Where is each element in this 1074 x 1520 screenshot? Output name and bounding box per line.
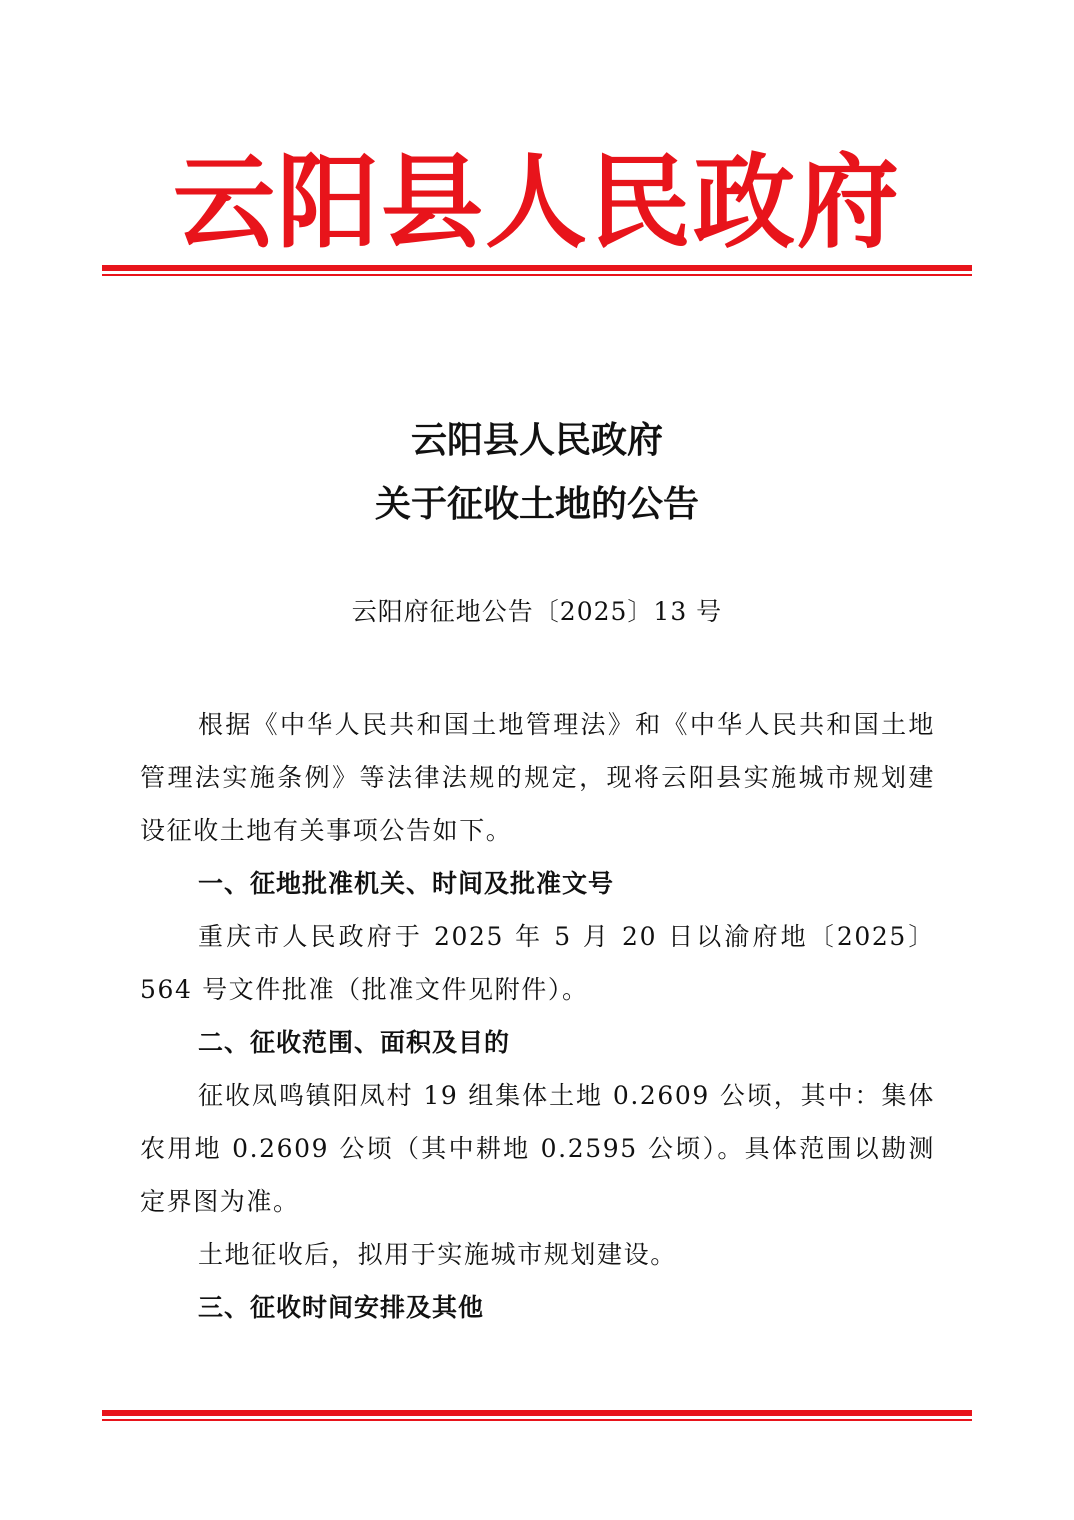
notice-title-issuer: 云阳县人民政府	[410, 419, 663, 461]
section-3-heading: 三、征收时间安排及其他	[198, 1293, 485, 1322]
section-2-paragraph-scope: 征收凤鸣镇阳凤村 19 组集体土地 0.2609 公顷，其中：集体农用地 0.2609 公顷（其中耕地 0.2595 公顷）。具体范围以勘测定界图为准。	[140, 1081, 935, 1216]
notice-title-subject: 关于征收土地的公告	[374, 483, 699, 525]
section-1-heading: 一、征地批准机关、时间及批准文号	[198, 869, 615, 898]
section-2-heading: 二、征收范围、面积及目的	[198, 1028, 511, 1057]
section-2-paragraph-purpose: 土地征收后，拟用于实施城市规划建设。	[198, 1240, 677, 1269]
notice-body	[140, 698, 935, 1334]
issuer-masthead: 云阳县人民政府	[173, 143, 901, 263]
footer-red-rule	[102, 1410, 972, 1421]
section-1-paragraph: 重庆市人民政府于 2025 年 5 月 20 日以渝府地〔2025〕564 号文件批准（批准文件见附件）。	[140, 922, 935, 1004]
document-number: 云阳府征地公告〔2025〕13 号	[351, 597, 723, 626]
intro-paragraph: 根据《中华人民共和国土地管理法》和《中华人民共和国土地管理法实施条例》等法律法规的规定，现将云阳县实施城市规划建设征收土地有关事项公告如下。	[140, 710, 935, 845]
masthead-red-rule	[102, 265, 972, 276]
